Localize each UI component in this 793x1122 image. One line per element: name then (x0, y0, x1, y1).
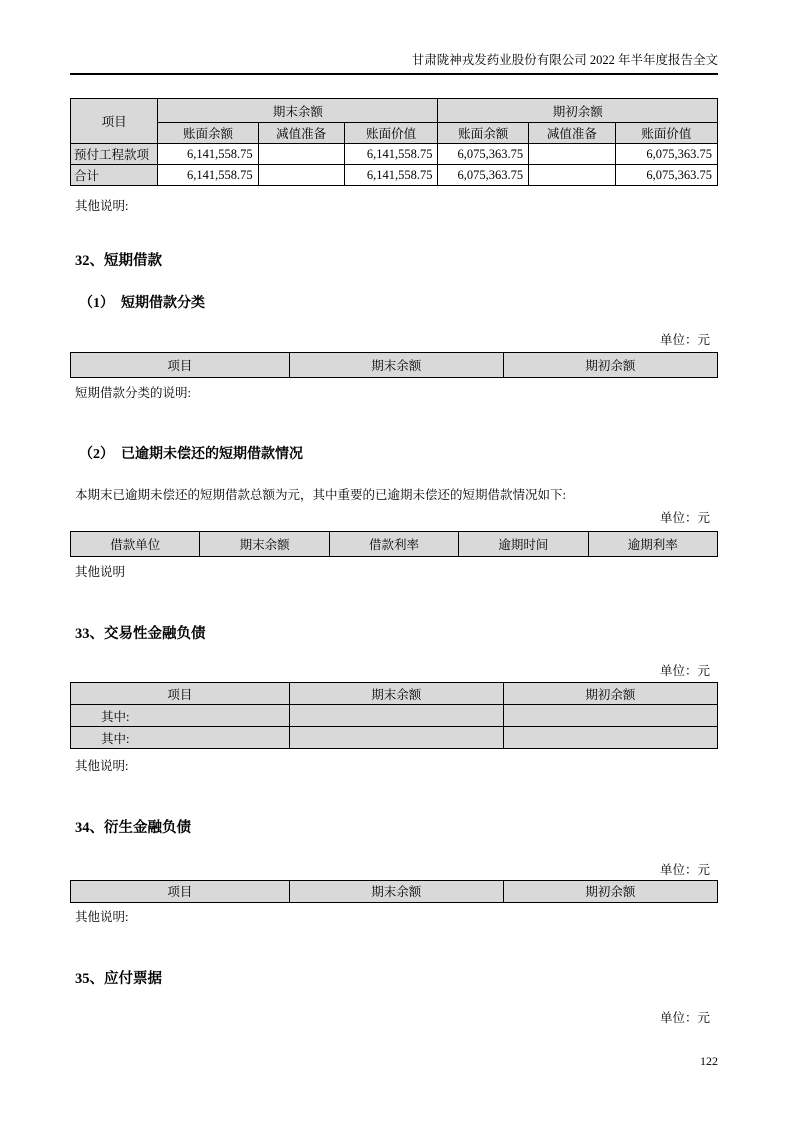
value-cell: 6,075,363.75 (615, 165, 717, 186)
col-header-ending-balance: 期末余额 (289, 683, 503, 705)
table-row-total (71, 165, 718, 186)
other-notes-label: 其他说明: (75, 199, 129, 213)
other-notes-label: 其他说明: (75, 909, 129, 924)
table-row (71, 727, 718, 749)
value-cell (529, 144, 616, 165)
value-cell (289, 705, 503, 727)
value-cell (289, 727, 503, 749)
prepayments-table (70, 98, 718, 186)
value-cell (503, 727, 717, 749)
col-header-book-balance: 账面余额 (158, 123, 258, 144)
value-cell: 6,141,558.75 (344, 144, 438, 165)
col-header-beginning-balance: 期初余额 (503, 353, 717, 378)
other-notes-label: 其他说明 (75, 564, 126, 579)
col-header-ending-balance: 期末余额 (158, 99, 438, 123)
col-header-book-value: 账面价值 (344, 123, 438, 144)
col-header-impairment: 减值准备 (258, 123, 344, 144)
table-row (71, 144, 718, 165)
col-header-ending-balance: 期末余额 (200, 531, 329, 556)
unit-label: 单位：元 (659, 862, 710, 877)
col-header-overdue-rate: 逾期利率 (588, 531, 717, 556)
col-header-item: 项目 (71, 353, 290, 378)
page-header-title: 甘肃陇神戎发药业股份有限公司 2022 年半年度报告全文 (70, 53, 718, 75)
section-33-heading: 33、交易性金融负债 (75, 625, 206, 642)
col-header-book-balance: 账面余额 (438, 123, 529, 144)
section-32-2-heading: （2） 已逾期未偿还的短期借款情况 (79, 447, 303, 463)
col-header-book-value: 账面价值 (615, 123, 717, 144)
col-header-item: 项目 (71, 683, 290, 705)
page-number: 122 (700, 1054, 718, 1069)
value-cell (503, 705, 717, 727)
value-cell (529, 165, 616, 186)
col-header-beginning-balance: 期初余额 (503, 880, 717, 902)
derivative-financial-liabilities-table (70, 880, 718, 903)
col-header-beginning-balance: 期初余额 (438, 99, 718, 123)
overdue-loans-table (70, 531, 718, 557)
overdue-loans-paragraph: 本期末已逾期未偿还的短期借款总额为元，其中重要的已逾期未偿还的短期借款情况如下: (75, 487, 566, 502)
value-cell (258, 144, 344, 165)
row-label: 合计 (71, 165, 158, 186)
unit-label: 单位：元 (659, 333, 710, 348)
row-label: 其中: (71, 705, 290, 727)
section-35-heading: 35、应付票据 (75, 970, 162, 987)
section-32-1-heading: （1） 短期借款分类 (79, 296, 205, 312)
col-header-overdue-time: 逾期时间 (459, 531, 588, 556)
value-cell: 6,075,363.75 (438, 165, 529, 186)
section-34-heading: 34、衍生金融负债 (75, 820, 191, 837)
section-32-heading: 32、短期借款 (75, 253, 162, 269)
value-cell: 6,141,558.75 (344, 165, 438, 186)
col-header-ending-balance: 期末余额 (289, 880, 503, 902)
value-cell: 6,075,363.75 (438, 144, 529, 165)
loan-classification-note: 短期借款分类的说明: (75, 386, 191, 401)
other-notes-label: 其他说明: (75, 759, 129, 774)
value-cell (258, 165, 344, 186)
row-label: 其中: (71, 727, 290, 749)
col-header-item: 项目 (71, 880, 290, 902)
value-cell: 6,141,558.75 (158, 144, 258, 165)
table-row (71, 705, 718, 727)
col-header-loan-rate: 借款利率 (329, 531, 458, 556)
col-header-ending-balance: 期末余额 (289, 353, 503, 378)
row-label: 预付工程款项 (71, 144, 158, 165)
unit-label: 单位：元 (659, 510, 710, 525)
trading-financial-liabilities-table (70, 682, 718, 749)
value-cell: 6,141,558.75 (158, 165, 258, 186)
col-header-item: 项目 (71, 99, 158, 144)
col-header-impairment: 减值准备 (529, 123, 616, 144)
unit-label: 单位：元 (659, 1011, 710, 1026)
short-term-loans-table (70, 352, 718, 378)
unit-label: 单位：元 (659, 664, 710, 679)
value-cell: 6,075,363.75 (615, 144, 717, 165)
col-header-lender: 借款单位 (71, 531, 200, 556)
col-header-beginning-balance: 期初余额 (503, 683, 717, 705)
